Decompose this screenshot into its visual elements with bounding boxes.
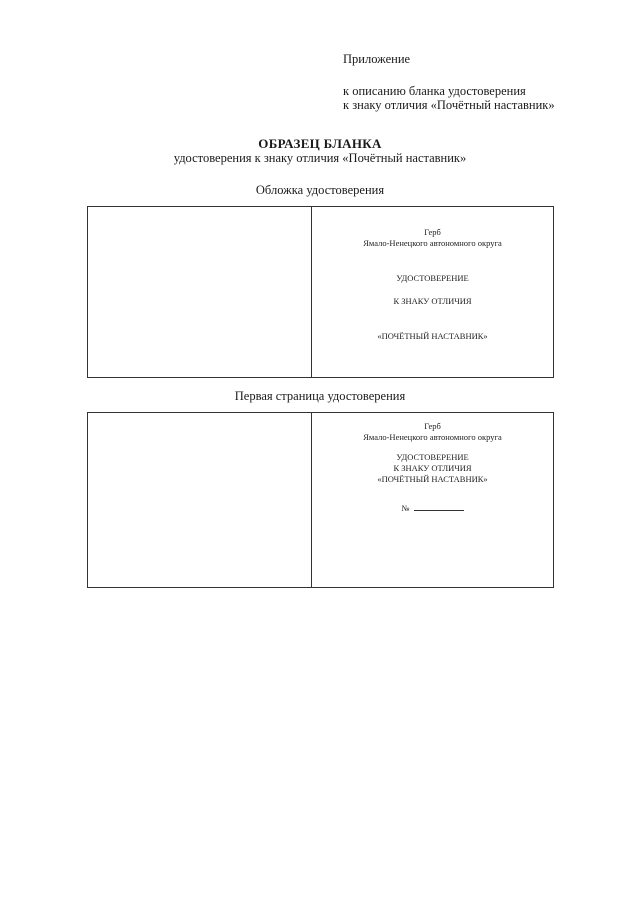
appendix-line-2: к знаку отличия «Почётный наставник» <box>343 98 555 112</box>
title-subtitle: удостоверения к знаку отличия «Почётный наставник» <box>173 151 467 165</box>
cover-heading: Обложка удостоверения <box>255 183 385 197</box>
cover-doc-type: УДОСТОВЕРЕНИЕ <box>396 273 469 283</box>
first-page-right-half <box>312 413 553 587</box>
certificate-number-row <box>312 502 553 514</box>
appendix-label: Приложение <box>343 52 411 66</box>
number-blank-line <box>414 502 464 511</box>
first-page-heading: Первая страница удостоверения <box>234 389 406 403</box>
appendix-header <box>343 52 555 112</box>
cover-coat-of-arms: Герб <box>424 227 441 237</box>
cover-region: Ямало-Ненецкого автономного округа <box>363 238 502 248</box>
first-page-doc-type: УДОСТОВЕРЕНИЕ <box>396 452 469 462</box>
first-page-coat-of-arms: Герб <box>424 421 441 431</box>
cover-award-prefix: К ЗНАКУ ОТЛИЧИЯ <box>393 296 472 306</box>
number-label: № <box>401 503 410 513</box>
cover-right-half <box>312 207 553 377</box>
cover-award-name: «ПОЧЁТНЫЙ НАСТАВНИК» <box>377 331 488 341</box>
title-main: ОБРАЗЕЦ БЛАНКА <box>258 136 382 151</box>
first-page-form <box>87 412 554 588</box>
cover-form <box>87 206 554 378</box>
first-page-award-prefix: К ЗНАКУ ОТЛИЧИЯ <box>393 463 472 473</box>
appendix-line-1: к описанию бланка удостоверения <box>343 84 526 98</box>
first-page-region: Ямало-Ненецкого автономного округа <box>363 432 502 442</box>
document-title <box>0 136 640 166</box>
first-page-award-name: «ПОЧЁТНЫЙ НАСТАВНИК» <box>377 474 488 484</box>
